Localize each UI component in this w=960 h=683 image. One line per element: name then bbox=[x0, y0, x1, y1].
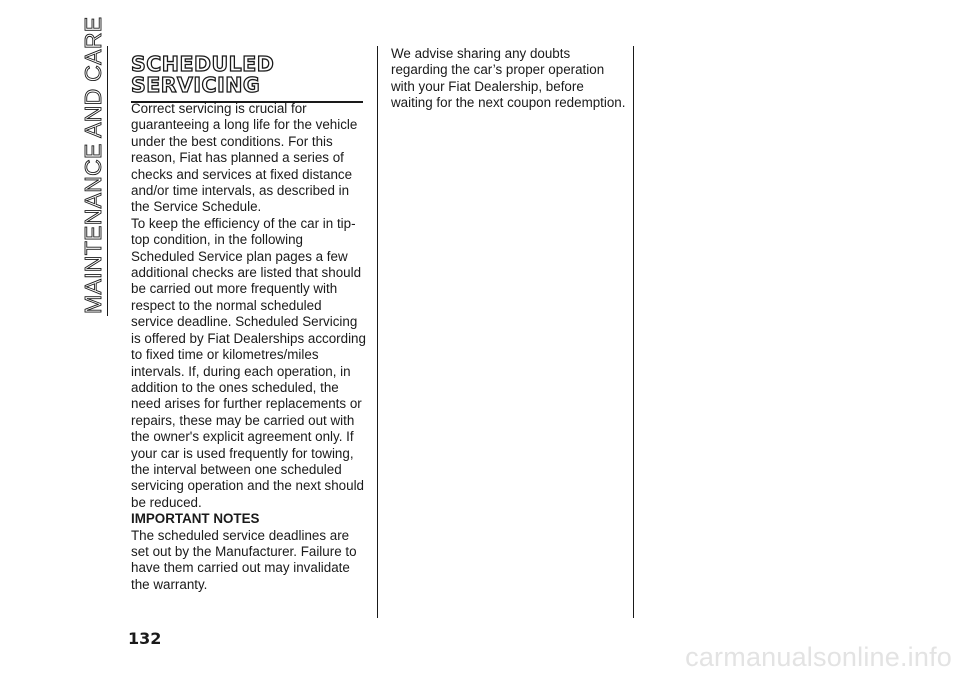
watermark: carmanualsonline.info bbox=[685, 642, 952, 672]
section-heading: SCHEDULED SERVICING bbox=[131, 54, 363, 103]
section-side-label: MAINTENANCE AND CARE bbox=[80, 16, 106, 314]
page-number: 132 bbox=[128, 629, 162, 648]
advice-paragraph: We advise sharing any doubts regarding the car’s proper operation with your Fiat Dealership, before waiting for the next coupon redemption. bbox=[391, 46, 626, 111]
intro-paragraph: Correct servicing is crucial for guaranteeing a long life for the vehicle under the best conditions. For this reason, Fiat has planned a series of checks and services at fixed distance and/or time intervals, as described in the Service Schedule. bbox=[131, 101, 358, 215]
important-notes-subheading: IMPORTANT NOTES bbox=[131, 511, 260, 527]
text-column-right bbox=[391, 46, 627, 112]
column-divider-left bbox=[377, 46, 378, 618]
column-divider-right bbox=[633, 46, 634, 618]
efficiency-paragraph: To keep the efficiency of the car in tip-top condition, in the following Scheduled Service plan pages a few additional checks are listed that should be carried out more frequently with respect to the normal scheduled service deadline. Scheduled Servicing is offered by Fiat Dealerships according to fixed time or kilometres/miles intervals. If, during each operation, in addition to the ones scheduled, the need arises for further replacements or repairs, these may be carried out with the owner's explicit agreement only. If your car is used frequently for towing, the interval between one scheduled servicing operation and the next should be reduced. bbox=[131, 215, 366, 510]
text-column-left bbox=[131, 101, 367, 593]
important-notes-paragraph: The scheduled service deadlines are set out by the Manufacturer. Failure to have them carried out may invalidate the warranty. bbox=[131, 527, 357, 592]
side-divider bbox=[107, 46, 108, 316]
